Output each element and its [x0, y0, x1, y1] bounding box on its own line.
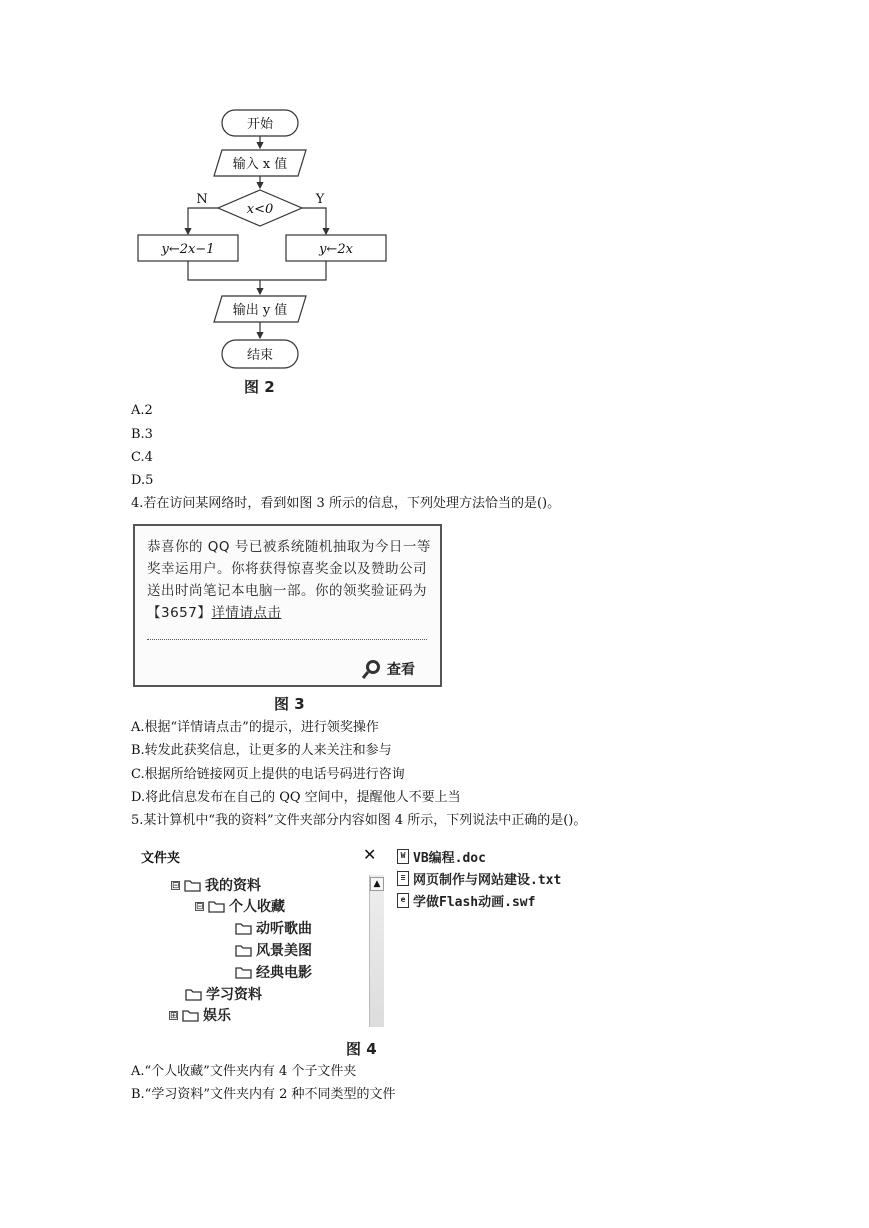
yes-action-label: y←2x: [319, 242, 353, 257]
q4-option-c: C.根据所给链接网页上提供的电话号码进行咨询: [131, 767, 405, 782]
yes-label: Y: [315, 192, 325, 207]
figure-4-caption: 图 4: [346, 1040, 377, 1058]
collapse-icon[interactable]: ⊟: [172, 880, 180, 891]
q3-option-d: D.5: [131, 473, 154, 488]
view-button-label: 查看: [387, 662, 415, 678]
q4-question: 4.若在访问某网络时，看到如图 3 所示的信息，下列处理方法恰当的是()。: [131, 496, 561, 511]
chevron-up-icon[interactable]: ▲: [370, 877, 384, 891]
panel-title: 文件夹: [141, 851, 181, 866]
no-action-label: y←2x−1: [161, 242, 215, 257]
file-item-swf[interactable]: [397, 890, 535, 910]
tree-item-personal[interactable]: [195, 896, 285, 916]
file-name: 网页制作与网站建设.txt: [413, 872, 562, 888]
condition-label: x<0: [246, 202, 274, 217]
folder-icon: [184, 879, 201, 892]
file-name: VB编程.doc: [413, 850, 486, 866]
dotted-divider: [147, 639, 427, 640]
tree-item-movies[interactable]: [235, 962, 312, 982]
q3-option-c: C.4: [131, 450, 153, 465]
file-item-doc[interactable]: [397, 846, 486, 866]
tree-item-label: 学习资料: [206, 987, 262, 1003]
folder-icon: [235, 966, 252, 979]
tree-item-songs[interactable]: [235, 918, 312, 938]
view-button[interactable]: [361, 656, 439, 682]
input-label: 输入 x 值: [232, 157, 288, 172]
tree-item-entertainment[interactable]: [169, 1005, 231, 1025]
flash-file-icon: e: [397, 893, 409, 908]
magnifier-icon: [361, 658, 383, 680]
q4-option-d: D.将此信息发布在自己的 QQ 空间中，提醒他人不要上当: [131, 790, 461, 805]
tree-item-label: 我的资料: [205, 878, 261, 894]
file-item-txt[interactable]: [397, 868, 561, 888]
notice-text: 恭喜你的 QQ 号已被系统随机抽取为今日一等奖幸运用户。你将获得惊喜奖金以及赞助公司送出时尚笔记本电脑一部。你的领奖验证码为【3657】: [147, 539, 431, 621]
tree-item-label: 娱乐: [203, 1008, 231, 1024]
tree-item-label: 经典电影: [256, 965, 312, 981]
expand-icon[interactable]: ⊞: [170, 1010, 178, 1021]
tree-item-my-data[interactable]: [171, 875, 261, 895]
folder-icon: [208, 900, 225, 913]
q5-option-a: A.“个人收藏”文件夹内有 4 个子文件夹: [131, 1064, 357, 1079]
figure-2-caption: 图 2: [244, 378, 275, 396]
folder-icon: [185, 988, 202, 1001]
q3-option-a: A.2: [131, 403, 153, 418]
flowchart: [130, 100, 400, 400]
folder-icon: [182, 1009, 199, 1022]
prize-notice: [133, 524, 442, 687]
close-icon[interactable]: ✕: [363, 845, 377, 864]
start-label: 开始: [246, 117, 274, 132]
output-label: 输出 y 值: [232, 303, 288, 318]
folder-panel: [133, 843, 395, 1029]
tree-item-label: 风景美图: [256, 943, 312, 959]
notice-link[interactable]: 详情请点击: [211, 605, 282, 621]
end-label: 结束: [246, 348, 274, 363]
text-file-icon: ≡: [397, 871, 409, 886]
folder-icon: [235, 944, 252, 957]
folder-icon: [235, 922, 252, 935]
collapse-icon[interactable]: ⊟: [196, 901, 204, 912]
q5-option-b: B.“学习资料”文件夹内有 2 种不同类型的文件: [131, 1087, 396, 1102]
word-doc-icon: W: [397, 849, 409, 864]
tree-item-label: 个人收藏: [229, 899, 285, 915]
file-name: 学做Flash动画.swf: [413, 894, 536, 910]
scrollbar[interactable]: [369, 875, 384, 1027]
q4-option-a: A.根据“详情请点击”的提示，进行领奖操作: [131, 720, 379, 735]
q4-option-b: B.转发此获奖信息，让更多的人来关注和参与: [131, 743, 392, 758]
tree-item-study[interactable]: [185, 984, 262, 1004]
no-label: N: [196, 192, 208, 207]
figure-3-caption: 图 3: [274, 695, 305, 713]
q3-option-b: B.3: [131, 427, 153, 442]
tree-item-scenery[interactable]: [235, 940, 312, 960]
q5-question: 5.某计算机中“我的资料”文件夹部分内容如图 4 所示，下列说法中正确的是()。: [131, 813, 587, 828]
notice-body: [147, 536, 439, 624]
tree-item-label: 动听歌曲: [256, 921, 312, 937]
